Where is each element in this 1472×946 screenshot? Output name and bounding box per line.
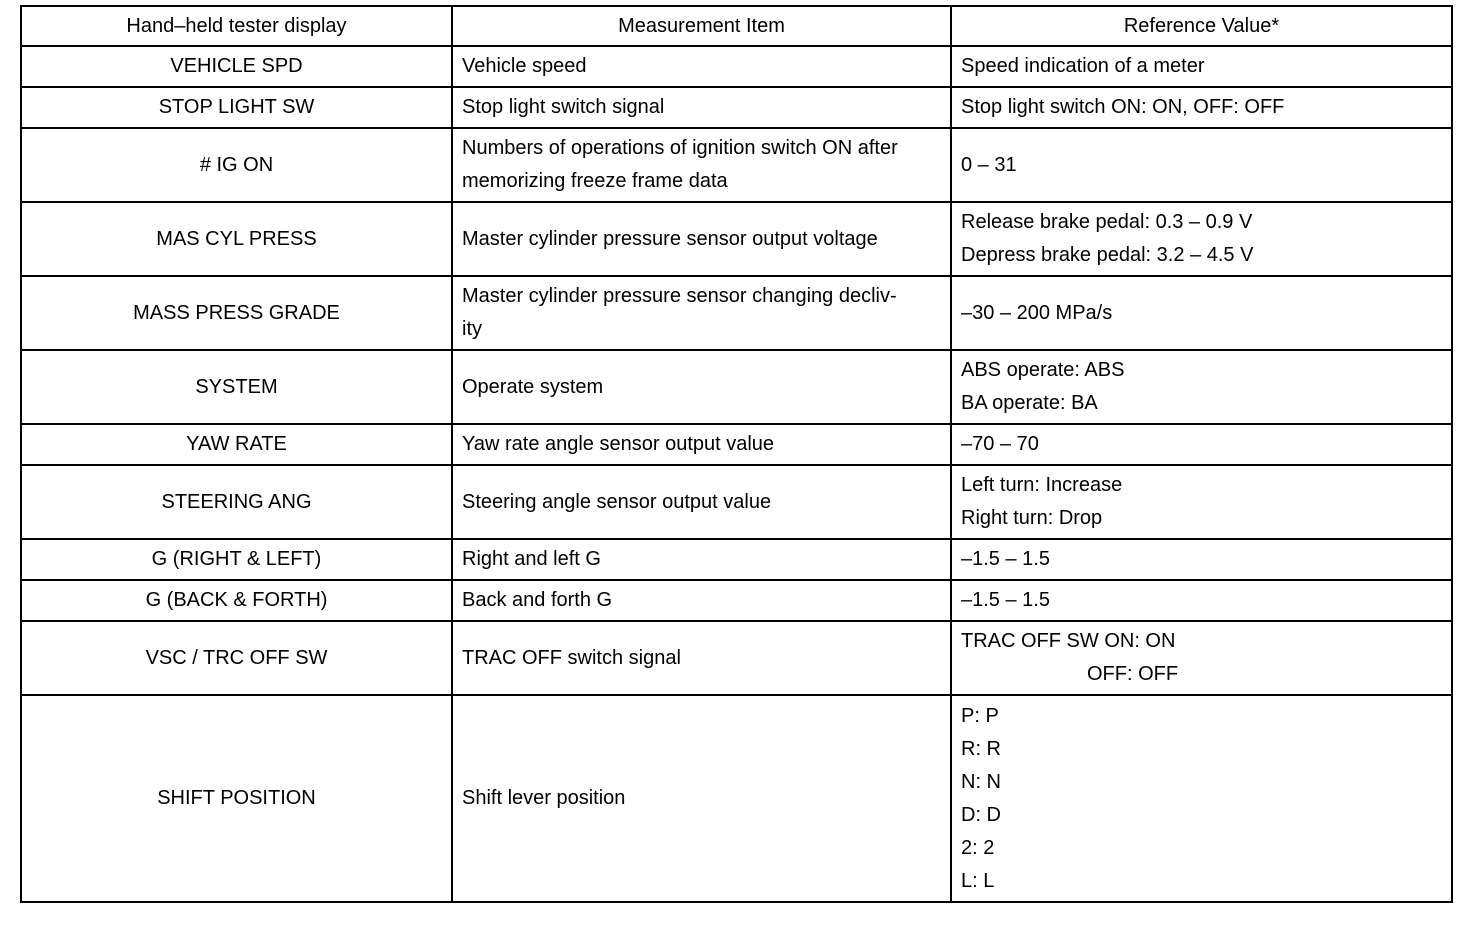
- reference-value-cell: [951, 202, 1452, 276]
- reference-value-cell: [951, 350, 1452, 424]
- table-row: [21, 350, 1452, 424]
- reference-line: –1.5 – 1.5: [961, 589, 1050, 611]
- item-line: Right and left G: [462, 548, 601, 570]
- reference-line: –1.5 – 1.5: [961, 548, 1050, 570]
- table-row: [21, 695, 1452, 902]
- measurement-item-cell: [452, 276, 951, 350]
- tester-display-cell: MAS CYL PRESS: [21, 202, 452, 276]
- reference-value-cell: [951, 87, 1452, 128]
- reference-value-cell: [951, 580, 1452, 621]
- reference-line: ABS operate: ABS: [961, 359, 1125, 381]
- item-line: Back and forth G: [462, 589, 613, 611]
- table-row: [21, 276, 1452, 350]
- table-row: [21, 128, 1452, 202]
- tester-display-cell: MASS PRESS GRADE: [21, 276, 452, 350]
- tester-display-cell: YAW RATE: [21, 424, 452, 465]
- measurement-item-cell: [452, 202, 951, 276]
- measurement-item-cell: [452, 87, 951, 128]
- reference-line: R: R: [961, 737, 1001, 760]
- item-line: Steering angle sensor output value: [462, 490, 772, 513]
- tester-display-cell: SHIFT POSITION: [21, 695, 452, 902]
- measurement-item-cell: [452, 128, 951, 202]
- table-row: [21, 621, 1452, 695]
- header-tester-display: Hand–held tester display: [21, 6, 452, 46]
- reference-line: Stop light switch ON: ON, OFF: OFF: [961, 96, 1285, 118]
- measurement-item-cell: [452, 539, 951, 580]
- reference-line: L: L: [961, 869, 995, 892]
- reference-value-cell: [951, 621, 1452, 695]
- tester-display-cell: G (RIGHT & LEFT): [21, 539, 452, 580]
- reference-line: TRAC OFF SW ON: ON: [961, 630, 1176, 652]
- measurement-item-cell: [452, 350, 951, 424]
- table-row: [21, 465, 1452, 539]
- item-line: Yaw rate angle sensor output value: [462, 433, 775, 455]
- measurement-item-cell: [452, 621, 951, 695]
- reference-value-cell: [951, 695, 1452, 902]
- table-row: [21, 580, 1452, 621]
- tester-display-cell: VEHICLE SPD: [21, 46, 452, 87]
- reference-value-table: [20, 5, 1453, 903]
- reference-line: Speed indication of a meter: [961, 55, 1205, 77]
- reference-line: OFF: OFF: [1087, 663, 1179, 685]
- item-line: ity: [462, 318, 482, 340]
- tester-display-cell: STOP LIGHT SW: [21, 87, 452, 128]
- item-line: Master cylinder pressure sensor output voltage: [462, 227, 878, 250]
- tester-display-cell: SYSTEM: [21, 350, 452, 424]
- reference-line: D: D: [961, 803, 1001, 826]
- header-reference-value: Reference Value*: [951, 6, 1452, 46]
- reference-line: Left turn: Increase: [961, 474, 1123, 496]
- reference-line: P: P: [961, 704, 999, 727]
- table-row: [21, 46, 1452, 87]
- reference-value-cell: [951, 424, 1452, 465]
- item-line: Numbers of operations of ignition switch ON after: [462, 137, 898, 159]
- reference-line: N: N: [961, 770, 1001, 793]
- tester-display-cell: STEERING ANG: [21, 465, 452, 539]
- measurement-item-cell: [452, 424, 951, 465]
- item-line: Stop light switch signal: [462, 96, 665, 118]
- reference-value-cell: [951, 465, 1452, 539]
- reference-value-cell: [951, 46, 1452, 87]
- measurement-item-cell: [452, 580, 951, 621]
- reference-value-cell: [951, 276, 1452, 350]
- table-row: [21, 539, 1452, 580]
- reference-line: –70 – 70: [961, 433, 1039, 455]
- header-measurement-item: Measurement Item: [452, 6, 951, 46]
- item-line: memorizing freeze frame data: [462, 170, 728, 192]
- reference-line: –30 – 200 MPa/s: [961, 301, 1113, 324]
- tester-display-cell: G (BACK & FORTH): [21, 580, 452, 621]
- reference-line: BA operate: BA: [961, 392, 1098, 414]
- table-header-row: [21, 6, 1452, 46]
- item-line: Operate system: [462, 375, 604, 398]
- tester-display-cell: VSC / TRC OFF SW: [21, 621, 452, 695]
- item-line: TRAC OFF switch signal: [462, 646, 681, 669]
- reference-line: Release brake pedal: 0.3 – 0.9 V: [961, 211, 1253, 233]
- item-line: Vehicle speed: [462, 55, 587, 77]
- measurement-item-cell: [452, 46, 951, 87]
- reference-line: Right turn: Drop: [961, 507, 1103, 529]
- reference-line: Depress brake pedal: 3.2 – 4.5 V: [961, 244, 1254, 266]
- table-row: [21, 87, 1452, 128]
- measurement-item-cell: [452, 465, 951, 539]
- reference-line: 2: 2: [961, 836, 995, 859]
- item-line: Shift lever position: [462, 787, 626, 809]
- tester-display-cell: # IG ON: [21, 128, 452, 202]
- reference-line: 0 – 31: [961, 153, 1017, 176]
- reference-value-cell: [951, 539, 1452, 580]
- table-row: [21, 202, 1452, 276]
- table-row: [21, 424, 1452, 465]
- measurement-item-cell: [452, 695, 951, 902]
- reference-value-cell: [951, 128, 1452, 202]
- item-line: Master cylinder pressure sensor changing decliv-: [462, 285, 897, 307]
